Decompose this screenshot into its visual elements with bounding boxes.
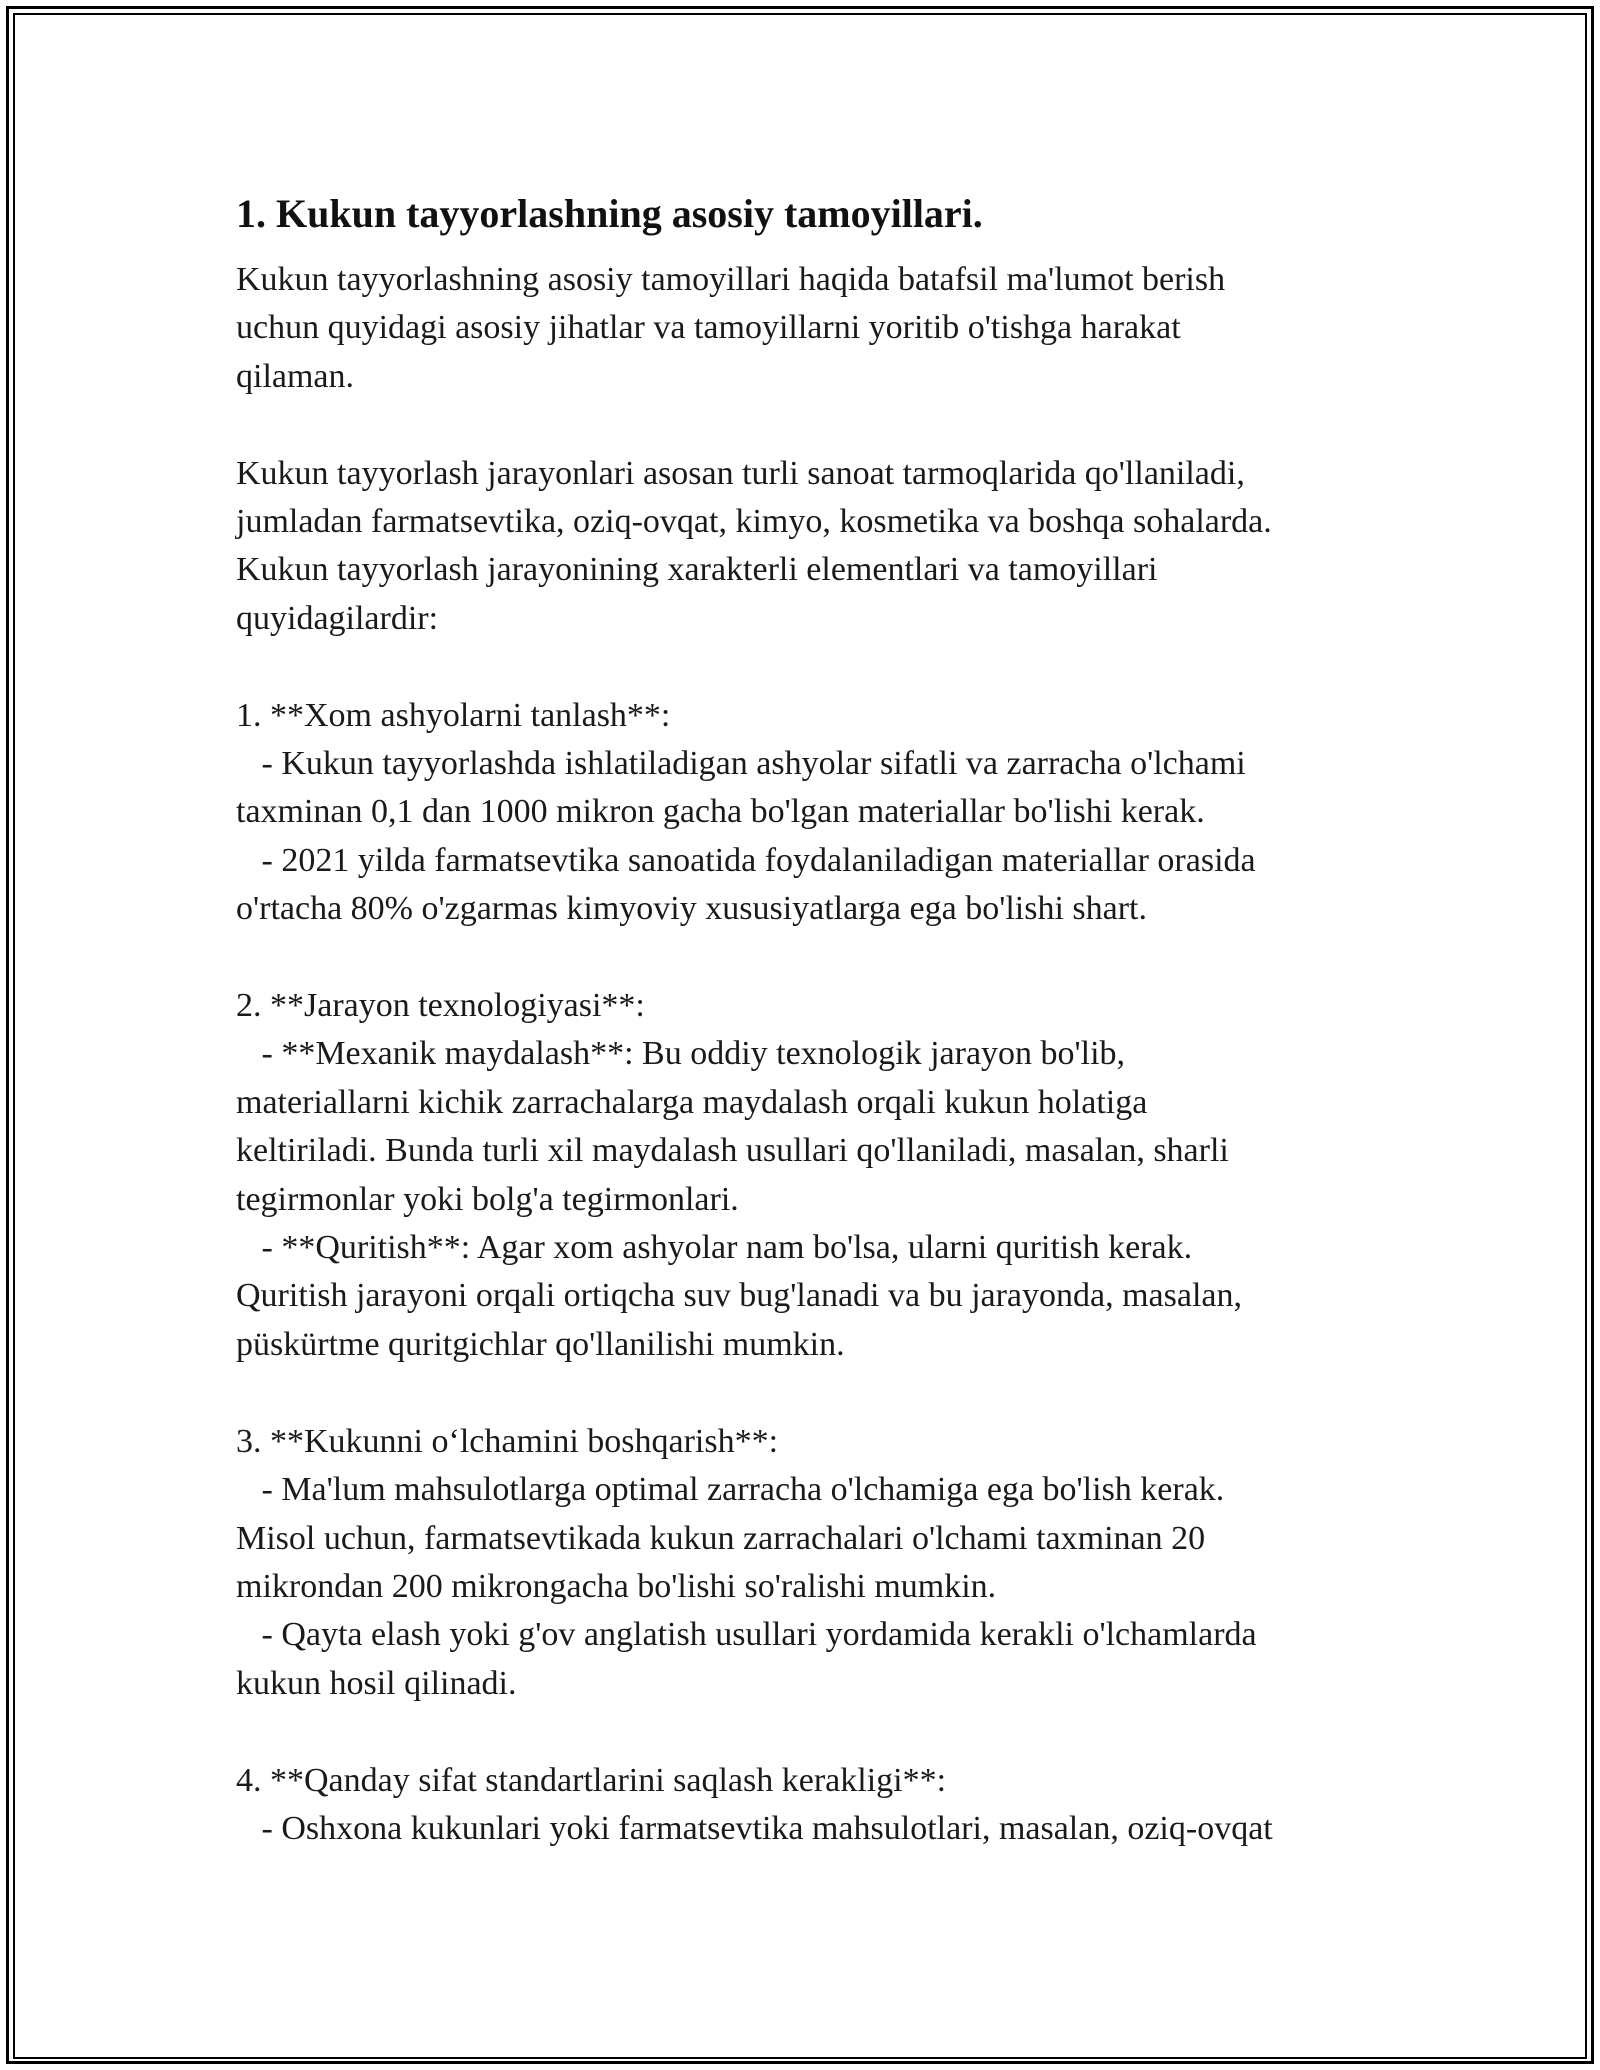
paragraph-gap xyxy=(236,1708,1386,1756)
section-heading: 1. Kukun tayyorlashning asosiy tamoyillari. xyxy=(236,191,983,236)
paragraph-gap xyxy=(236,1369,1386,1417)
list-item-process-technology: 2. **Jarayon texnologiyasi**: - **Mexanik maydalash**: Bu oddiy texnologik jarayon bo'lib, materiallarni kichik zarrachalarga maydalash orqali kukun holatiga keltiriladi. Bunda turli xil maydalash usullari qo'llaniladi, masalan, sharli tegirmonlar yoki bolg'a tegirmonlari. - **Quritish**: Agar xom ashyolar nam bo'lsa, ularni quritish kerak. Quritish jarayoni orqali ortiqcha suv bug'lanadi va bu jarayonda, masalan, püskürtme quritgichlar qo'llanilishi mumkin. xyxy=(236,987,1243,1363)
intro-paragraph: Kukun tayyorlashning asosiy tamoyillari haqida batafsil ma'lumot berish uchun quyidagi asosiy jihatlar va tamoyillarni yoritib o'tishga harakat qilaman. xyxy=(236,261,1226,395)
list-item-particle-size: 3. **Kukunni o‘lchamini boshqarish**: - Ma'lum mahsulotlarga optimal zarracha o'lchamiga ega bo'lish kerak. Misol uchun, farmatsevtikada kukun zarrachalari o'lchami taxminan 20 mikrondan 200 mikrongacha bo'lishi so'ralishi mumkin. - Qayta elash yoki g'ov anglatish usullari yordamida kerakli o'lchamlarda kukun hosil qilinadi. xyxy=(236,1422,1257,1702)
document-body xyxy=(236,186,1386,1853)
context-paragraph: Kukun tayyorlash jarayonlari asosan turli sanoat tarmoqlarida qo'llaniladi, jumladan farmatsevtika, oziq-ovqat, kimyo, kosmetika va boshqa sohalarda. Kukun tayyorlash jarayonining xarakterli elementlari va tamoyillari quyidagilardir: xyxy=(236,454,1272,637)
paragraph-gap xyxy=(236,401,1386,449)
list-item-quality-standards: 4. **Qanday sifat standartlarini saqlash kerakligi**: - Oshxona kukunlari yoki farmatsevtika mahsulotlari, masalan, oziq-ovqat xyxy=(236,1761,1273,1847)
list-item-raw-materials: 1. **Xom ashyolarni tanlash**: - Kukun tayyorlashda ishlatiladigan ashyolar sifatli va zarracha o'lchami taxminan 0,1 dan 1000 mikron gacha bo'lgan materiallar bo'lishi kerak. - 2021 yilda farmatsevtika sanoatida foydalaniladigan materiallar orasida o'rtacha 80% o'zgarmas kimyoviy xususiyatlarga ega bo'lishi shart. xyxy=(236,696,1256,928)
paragraph-gap xyxy=(236,643,1386,691)
paragraph-gap xyxy=(236,934,1386,982)
